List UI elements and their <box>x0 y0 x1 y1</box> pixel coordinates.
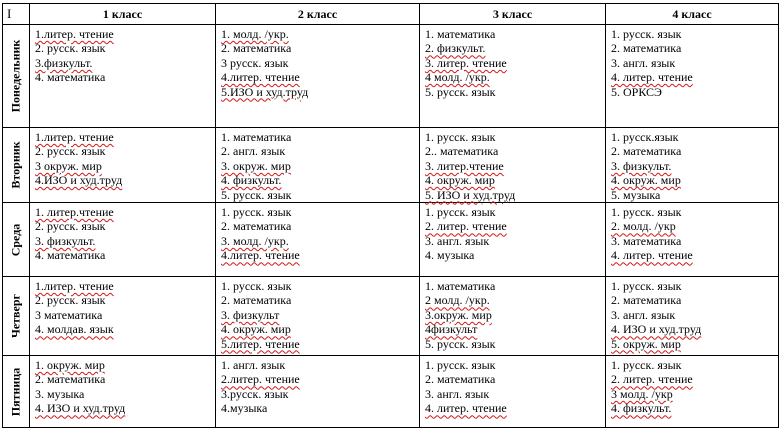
lessons-cell-grade-4 <box>606 25 779 128</box>
lessons-cell-grade-4 <box>606 203 779 277</box>
lesson-item: 5. музыка <box>611 187 661 202</box>
lessons-cell-grade-1 <box>30 128 216 203</box>
day-name: Вторник <box>8 141 23 189</box>
lesson-item: 2. русск. язык <box>35 144 106 159</box>
lesson-item: 1.литер. чтение <box>35 279 114 294</box>
lessons-cell-grade-3 <box>420 203 606 277</box>
lessons-cell-grade-1 <box>30 277 216 356</box>
lesson-item: 2. математика <box>611 144 682 159</box>
lesson-item: 1. русск. язык <box>425 130 496 144</box>
column-header-grade-3: 3 класс <box>420 4 606 25</box>
lessons-cell-grade-1 <box>30 25 216 128</box>
lessons-cell-grade-1 <box>30 203 216 277</box>
lesson-item: 5. ИЗО и худ.труд <box>425 187 516 202</box>
day-row <box>3 128 779 203</box>
lesson-item: 4физкульт <box>425 322 478 337</box>
lesson-item: 5. русск. язык <box>425 84 496 99</box>
lesson-item: 2. математика <box>221 41 292 56</box>
lesson-item: 5. русск. язык <box>425 336 496 351</box>
lesson-item: 3. музыка <box>35 386 85 401</box>
day-name: Понедельник <box>8 39 23 113</box>
lesson-item: 4. окруж. мир <box>611 173 681 188</box>
lesson-item: 2. математика <box>611 41 682 56</box>
lesson-item: 3.окруж. мир <box>425 307 492 322</box>
lesson-item: 3. англ. язык <box>611 55 676 70</box>
lesson-item: 3. окруж. мир <box>221 158 291 173</box>
lesson-item: 4. литер. чтение <box>611 248 693 263</box>
day-row <box>3 277 779 356</box>
lesson-item: 3 окруж. мир <box>35 158 102 173</box>
lesson-item: 4. музыка <box>425 248 475 263</box>
day-name: Четверг <box>8 294 23 339</box>
day-name: Среда <box>8 223 23 256</box>
lesson-item: 5. ОРКСЭ <box>611 84 662 99</box>
lesson-item: 4. литер. чтение <box>425 401 507 416</box>
lesson-item: 4. молдав. язык <box>35 322 114 337</box>
lesson-item: 4. математика <box>35 70 106 85</box>
lessons-cell-grade-2 <box>216 356 420 428</box>
lesson-item: 1.литер. чтение <box>35 27 114 41</box>
lesson-item: 4.литер. чтение <box>221 70 300 85</box>
day-name-cell <box>3 128 30 203</box>
day-row <box>3 356 779 428</box>
lesson-item: 3. англ. язык <box>425 386 490 401</box>
lesson-item: 2. англ. язык <box>221 144 286 159</box>
schedule-body <box>3 25 779 428</box>
lesson-item: 2. русск. язык <box>35 293 106 308</box>
lesson-item: 5.ИЗО и худ.труд <box>221 84 309 99</box>
lesson-item: 2. математика <box>221 293 292 308</box>
lesson-item: 3.физкульт. <box>35 55 93 70</box>
lessons-cell-grade-1 <box>30 356 216 428</box>
lesson-item: 5. русск. язык <box>221 187 292 202</box>
lesson-item: 2. математика <box>35 372 106 387</box>
lesson-item: 1. русск. язык <box>611 27 682 41</box>
lesson-item: 1. математика <box>221 130 292 144</box>
lesson-item: 2. математика <box>611 293 682 308</box>
lesson-item: 3 математика <box>35 307 103 322</box>
lessons-cell-grade-3 <box>420 277 606 356</box>
day-name: Пятница <box>8 367 23 416</box>
lessons-cell-grade-3 <box>420 25 606 128</box>
lesson-item: 1. англ. язык <box>221 358 286 373</box>
lesson-item: 5. окруж. мир <box>611 336 681 351</box>
lessons-cell-grade-3 <box>420 356 606 428</box>
lesson-item: 3 молд. /укр <box>611 386 673 401</box>
lessons-cell-grade-3 <box>420 128 606 203</box>
lesson-item: 1. молд. /укр. <box>221 27 289 41</box>
lesson-item: 2.литер. чтение <box>221 372 300 387</box>
lesson-item: 1. окруж. мир <box>35 358 105 373</box>
lessons-cell-grade-4 <box>606 356 779 428</box>
lesson-item: 2.. математика <box>425 144 499 159</box>
lesson-item: 2 молд. /укр. <box>425 293 490 308</box>
lesson-item: 4.литер. чтение <box>221 248 300 263</box>
lesson-item: 2. русск. язык <box>35 219 106 234</box>
lessons-cell-grade-4 <box>606 277 779 356</box>
lesson-item: 1. литер.чтение <box>35 205 114 220</box>
lesson-item: 1. русск.язык <box>611 130 679 144</box>
lesson-item: 1. русск. язык <box>221 205 292 220</box>
lessons-cell-grade-4 <box>606 128 779 203</box>
lesson-item: 3. литер.чтение <box>425 158 504 173</box>
day-name-cell <box>3 25 30 128</box>
lesson-item: 1.литер. чтение <box>35 130 114 144</box>
lesson-item: 1. русск. язык <box>425 205 496 220</box>
lesson-item: 4. ИЗО и худ.труд <box>35 401 126 416</box>
lesson-item: 2. литер. чтение <box>425 219 507 234</box>
lesson-item: 4. литер. чтение <box>611 70 693 85</box>
lesson-item: 1. русск. язык <box>611 358 682 373</box>
lesson-item: 1. русск. язык <box>221 279 292 294</box>
lesson-item: 4. физкульт. <box>611 401 672 416</box>
lesson-item: 4.ИЗО и худ.труд <box>35 173 123 188</box>
lesson-item: 1. русск. язык <box>425 358 496 373</box>
corner-cell: I <box>3 4 30 25</box>
lesson-item: 3. физкульт. <box>611 158 672 173</box>
lesson-item: 4. ИЗО и худ.труд <box>611 322 702 337</box>
lesson-item: 3. литер. чтение <box>425 55 507 70</box>
lesson-item: 1. математика <box>425 279 496 294</box>
lesson-item: 3. физкульт <box>221 307 280 322</box>
schedule-table <box>2 3 779 428</box>
lesson-item: 4.музыка <box>221 401 268 416</box>
lesson-item: 1. русск. язык <box>611 279 682 294</box>
day-row <box>3 25 779 128</box>
lesson-item: 2. русск. язык <box>35 41 106 56</box>
lesson-item: 4. математика <box>35 248 106 263</box>
lesson-item: 3. англ. язык <box>425 233 490 248</box>
lesson-item: 1. математика <box>425 27 496 41</box>
lesson-item: 4 молд. /укр. <box>425 70 490 85</box>
lesson-item: 3. молд. /укр. <box>221 233 289 248</box>
day-row <box>3 203 779 277</box>
lesson-item: 2. литер. чтение <box>611 372 693 387</box>
lesson-item: 2. молд. /укр <box>611 219 676 234</box>
lesson-item: 2. физкульт. <box>425 41 486 56</box>
lessons-cell-grade-2 <box>216 277 420 356</box>
lesson-item: 5.литер. чтение <box>221 336 300 351</box>
day-name-cell <box>3 203 30 277</box>
lessons-cell-grade-2 <box>216 128 420 203</box>
day-name-cell <box>3 356 30 428</box>
header-row <box>3 4 779 25</box>
column-header-grade-4: 4 класс <box>606 4 779 25</box>
lesson-item: 2. математика <box>425 372 496 387</box>
lesson-item: 1. русск. язык <box>611 205 682 220</box>
lesson-item: 3. математика <box>611 233 682 248</box>
lesson-item: 3.русск. язык <box>221 386 289 401</box>
column-header-grade-2: 2 класс <box>216 4 420 25</box>
lesson-item: 3. физкульт. <box>35 233 96 248</box>
lesson-item: 4. физкульт. <box>221 173 282 188</box>
day-name-cell <box>3 277 30 356</box>
lesson-item: 4. окруж. мир <box>221 322 291 337</box>
lesson-item: 4. окруж. мир <box>425 173 495 188</box>
lesson-item: 3 русск. язык <box>221 55 289 70</box>
lesson-item: 2. математика <box>221 219 292 234</box>
column-header-grade-1: 1 класс <box>30 4 216 25</box>
lessons-cell-grade-2 <box>216 25 420 128</box>
lesson-item: 3. англ. язык <box>611 307 676 322</box>
lessons-cell-grade-2 <box>216 203 420 277</box>
